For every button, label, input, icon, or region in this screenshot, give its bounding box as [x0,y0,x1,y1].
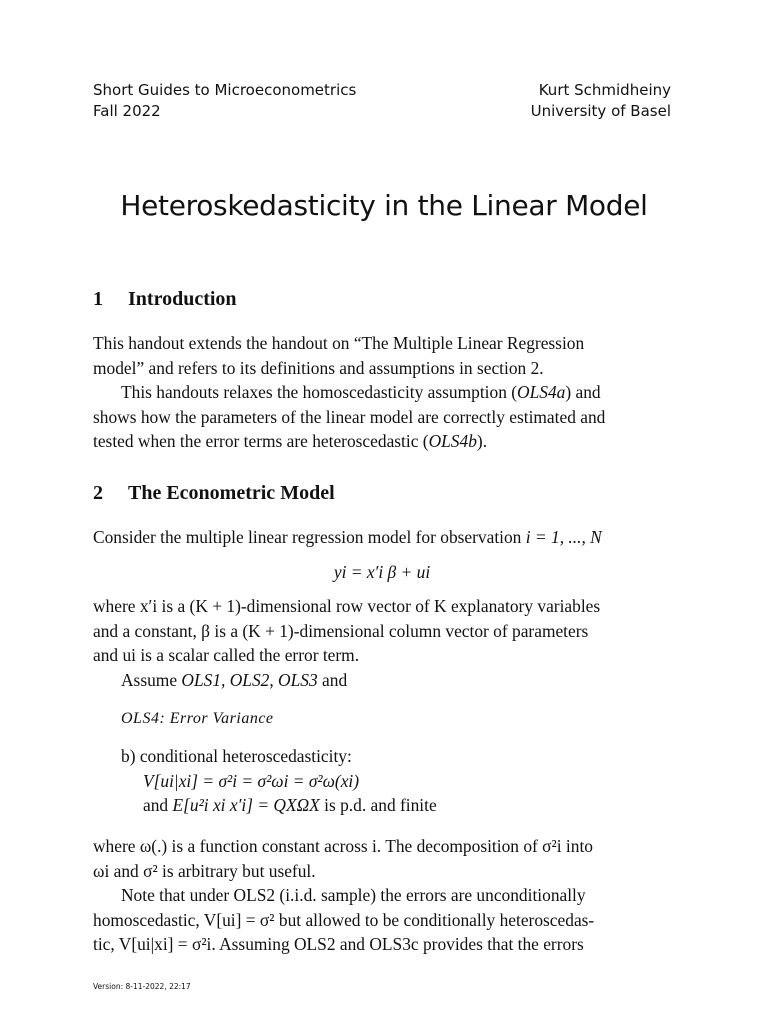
section-heading-introduction [93,288,237,311]
assumption-ref: OLS4b [428,431,477,451]
observation-range: i = 1, ..., N [525,527,602,547]
text-line: where ω(.) is a function constant across i. The decomposition of σ²i into [93,836,593,856]
regression-equation: yi = x′i β + ui [333,562,431,582]
assumption-case [121,744,437,818]
text-line: This handouts relaxes the homoscedasticity assumption (OLS4a) and [121,382,601,402]
intro-paragraph-2 [93,380,671,454]
case-label: b) conditional heteroscedasticity: [121,746,352,766]
intro-paragraph-1 [93,331,671,380]
section-number: 2 [93,482,103,504]
course-term: Fall 2022 [93,102,161,120]
assumption-ref: OLS4a [517,382,566,402]
text-line: and a constant, β is a (K + 1)-dimensional column vector of parameters [93,620,589,641]
model-definitions [93,594,671,692]
model-intro-line: Consider the multiple linear regression model for observation i = 1, ..., N [93,527,602,547]
author-name: Kurt Schmidheiny [538,81,671,99]
header-left [93,80,356,122]
text-line: tested when the error terms are heteroscedastic (OLS4b). [93,431,488,451]
section-heading-econometric-model [93,482,335,505]
assumption-title: OLS4: Error Variance [121,710,274,727]
text-line: homoscedastic, V[ui] = σ² but allowed to be conditionally heteroscedas- [93,909,595,930]
assumption-list: OLS1, OLS2, OLS3 [181,669,318,690]
author-affiliation: University of Basel [530,102,671,120]
text-line: tic, V[ui|xi] = σ²i. Assuming OLS2 and OLS3c provides that the errors [93,934,584,954]
text-line: where x′i is a (K + 1)-dimensional row vector of K explanatory variables [93,596,601,616]
text-line: Note that under OLS2 (i.i.d. sample) the errors are unconditionally [121,885,586,905]
moment-condition: and E[u²i xi x′i] = QXΩX is p.d. and finite [143,795,437,815]
section-number: 1 [93,288,103,310]
text-line: ωi and σ² is arbitrary but useful. [93,860,316,881]
page-title: Heteroskedasticity in the Linear Model [120,189,648,222]
text-line: model” and refers to its definitions and assumptions in section 2. [93,357,544,378]
text-line: and ui is a scalar called the error term. [93,645,360,665]
variance-equation: V[ui|xi] = σ²i = σ²ωi = σ²ω(xi) [143,770,360,791]
omega-paragraph [93,834,671,957]
header-right [531,80,671,122]
section-title: Introduction [128,288,237,310]
assume-line: Assume OLS1, OLS2, OLS3 and [121,669,348,690]
text-line: This handout extends the handout on “The Multiple Linear Regression [93,333,585,353]
version-footer: Version: 8-11-2022, 22:17 [93,982,191,991]
course-series: Short Guides to Microeconometrics [93,81,357,99]
section-title: The Econometric Model [128,482,335,504]
text-line: shows how the parameters of the linear model are correctly estimated and [93,406,606,427]
